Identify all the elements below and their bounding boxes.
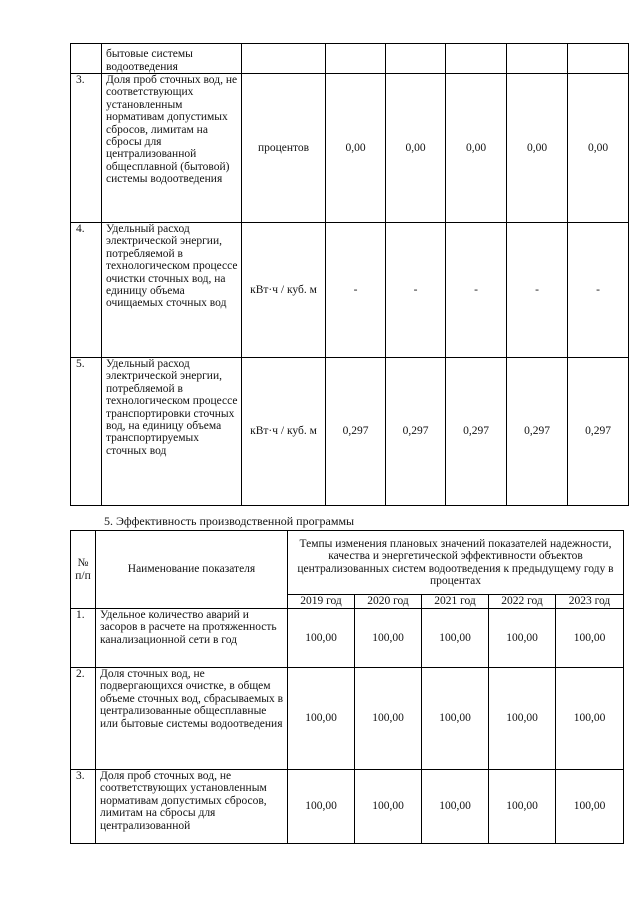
value-cell: 0,00 (568, 74, 629, 223)
value-cell: 100,00 (288, 609, 355, 668)
table-row (71, 358, 629, 506)
year-header: 2021 год (422, 595, 489, 609)
value-cell: 100,00 (355, 770, 422, 844)
unit-cell (242, 44, 326, 74)
value-cell: 100,00 (422, 770, 489, 844)
indicator-name: Доля проб сточных вод, не соответствующих установленным нормативам допустимых сбросов, лимитам на сбросы для централизованной общесплавной (бытовой) системы водоотведения (102, 74, 242, 223)
row-number: 4. (71, 223, 102, 358)
row-number: 2. (71, 668, 96, 770)
value-cell (386, 44, 446, 74)
efficiency-table (70, 530, 624, 844)
value-cell: - (386, 223, 446, 358)
unit-cell: процентов (242, 74, 326, 223)
indicators-table-top (70, 43, 629, 506)
indicator-name: бытовые системы водоотведения (102, 44, 242, 74)
value-cell: 0,297 (326, 358, 386, 506)
indicator-name: Доля сточных вод, не подвергающихся очистке, в общем объеме сточных вод, сбрасываемых в централизованные общесплавные или бытовые системы водоотведения (96, 668, 288, 770)
row-number (71, 44, 102, 74)
value-cell: - (326, 223, 386, 358)
value-cell: 0,297 (568, 358, 629, 506)
value-cell: 100,00 (422, 668, 489, 770)
row-number: 1. (71, 609, 96, 668)
value-cell: 100,00 (489, 668, 556, 770)
unit-cell: кВт·ч / куб. м (242, 223, 326, 358)
value-cell: 0,297 (446, 358, 507, 506)
value-cell: 100,00 (422, 609, 489, 668)
indicator-name: Удельный расход электрической энергии, потребляемой в технологическом процессе очистки сточных вод, на единицу объема очищаемых сточных вод (102, 223, 242, 358)
value-cell: 100,00 (556, 770, 624, 844)
value-cell: 0,00 (386, 74, 446, 223)
unit-cell: кВт·ч / куб. м (242, 358, 326, 506)
table-row (71, 668, 624, 770)
value-cell: - (568, 223, 629, 358)
year-header: 2020 год (355, 595, 422, 609)
value-cell: 0,297 (507, 358, 568, 506)
indicator-name: Удельное количество аварий и засоров в расчете на протяженность канализационной сети в год (96, 609, 288, 668)
value-cell: 0,00 (507, 74, 568, 223)
value-cell (326, 44, 386, 74)
value-cell (568, 44, 629, 74)
indicator-name: Доля проб сточных вод, не соответствующих установленным нормативам допустимых сбросов, лимитам на сбросы для централизованной (96, 770, 288, 844)
year-header: 2019 год (288, 595, 355, 609)
value-cell: 100,00 (556, 609, 624, 668)
year-header: 2023 год (556, 595, 624, 609)
table-row (71, 44, 629, 74)
value-cell: 100,00 (489, 770, 556, 844)
year-header: 2022 год (489, 595, 556, 609)
value-cell (507, 44, 568, 74)
table-row (71, 609, 624, 668)
value-cell: 100,00 (556, 668, 624, 770)
value-cell: 100,00 (355, 668, 422, 770)
header-indicator-name: Наименование показателя (96, 531, 288, 609)
row-number: 3. (71, 74, 102, 223)
value-cell: 100,00 (288, 668, 355, 770)
value-cell: - (446, 223, 507, 358)
value-cell: 100,00 (489, 609, 556, 668)
table-header-row (71, 531, 624, 595)
value-cell (446, 44, 507, 74)
value-cell: 0,00 (446, 74, 507, 223)
header-rates-group: Темпы изменения плановых значений показателей надежности, качества и энергетической эффективности объектов централизованных систем водоотведения к предыдущему году в процентах (288, 531, 624, 595)
section-title: 5. Эффективность производственной программы (104, 514, 355, 528)
value-cell: 100,00 (355, 609, 422, 668)
row-number: 5. (71, 358, 102, 506)
value-cell: 0,297 (386, 358, 446, 506)
value-cell: 100,00 (288, 770, 355, 844)
table-row (71, 223, 629, 358)
indicator-name: Удельный расход электрической энергии, потребляемой в технологическом процессе транспортировки сточных вод, на единицу объема транспортируемых сточных вод (102, 358, 242, 506)
value-cell: 0,00 (326, 74, 386, 223)
table-row (71, 74, 629, 223)
header-row-number: № п/п (71, 531, 96, 609)
value-cell: - (507, 223, 568, 358)
table-row (71, 770, 624, 844)
row-number: 3. (71, 770, 96, 844)
